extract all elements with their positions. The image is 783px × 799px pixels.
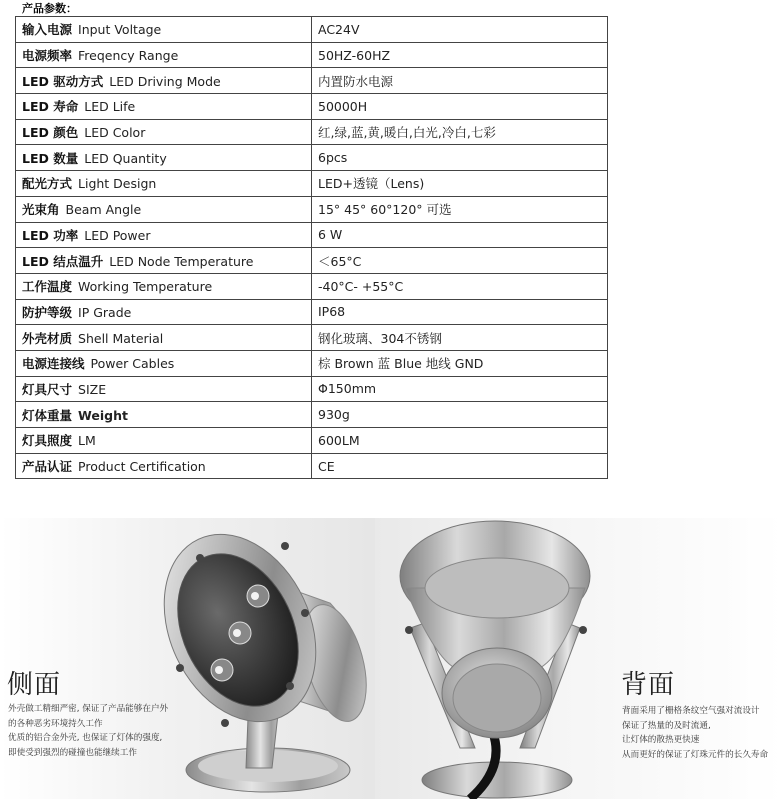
spec-label-zh: 电源频率 bbox=[22, 48, 73, 64]
spec-label-zh: 光束角 bbox=[22, 202, 60, 218]
spec-value: 红,绿,蓝,黄,暖白,白光,冷白,七彩 bbox=[312, 119, 608, 145]
spec-value: ＜65°C bbox=[312, 248, 608, 274]
spec-label-cell bbox=[16, 68, 312, 94]
spec-label-zh: 输入电源 bbox=[22, 22, 73, 38]
spec-label-en: Power Cables bbox=[90, 356, 175, 372]
spec-label-en: Input Voltage bbox=[78, 22, 162, 38]
spec-row bbox=[16, 299, 608, 325]
spec-value: 6 W bbox=[312, 222, 608, 248]
spec-row bbox=[16, 119, 608, 145]
spec-label-en: LED Life bbox=[84, 99, 136, 115]
spec-label-cell bbox=[16, 119, 312, 145]
spec-label-cell bbox=[16, 376, 312, 402]
spec-row bbox=[16, 171, 608, 197]
back-view-description bbox=[622, 704, 783, 762]
spec-value: CE bbox=[312, 453, 608, 479]
spec-label-en: LED Power bbox=[84, 227, 151, 243]
spec-label-zh: 灯体重量 bbox=[22, 407, 73, 423]
spec-value: 钢化玻璃、304不锈钢 bbox=[312, 325, 608, 351]
spec-label-zh: 防护等级 bbox=[22, 304, 73, 320]
side-desc-line: 外壳做工精细严密, 保证了产品能够在户外 bbox=[8, 704, 169, 714]
spec-row bbox=[16, 145, 608, 171]
spec-value: 600LM bbox=[312, 428, 608, 454]
spec-value: 930g bbox=[312, 402, 608, 428]
side-desc-line: 的各种恶劣环境持久工作 bbox=[8, 718, 103, 729]
spec-row bbox=[16, 248, 608, 274]
spec-value: 6pcs bbox=[312, 145, 608, 171]
spec-value: AC24V bbox=[312, 17, 608, 43]
spec-label-cell bbox=[16, 94, 312, 120]
spec-row bbox=[16, 17, 608, 43]
spec-label-zh: LED 驱动方式 bbox=[22, 73, 104, 89]
spec-label-cell bbox=[16, 222, 312, 248]
spec-label-zh: LED 结点温升 bbox=[22, 253, 104, 269]
spec-value: 棕 Brown 蓝 Blue 地线 GND bbox=[312, 350, 608, 376]
spec-value: 15° 45° 60°120° 可选 bbox=[312, 196, 608, 222]
spec-label-zh: 产品认证 bbox=[22, 459, 73, 475]
spec-label-zh: 工作温度 bbox=[22, 279, 73, 295]
side-desc-line: 优质的铝合金外壳, 也保证了灯体的强度, bbox=[8, 733, 163, 743]
spec-value: 50HZ-60HZ bbox=[312, 42, 608, 68]
back-view-photo bbox=[375, 518, 783, 799]
section-heading: 产品参数： bbox=[22, 2, 77, 15]
spec-label-zh: LED 数量 bbox=[22, 150, 79, 166]
spec-label-cell bbox=[16, 248, 312, 274]
spec-row bbox=[16, 453, 608, 479]
spec-label-en: Light Design bbox=[78, 176, 157, 192]
spec-row bbox=[16, 222, 608, 248]
spec-label-zh: 灯具照度 bbox=[22, 433, 73, 449]
spec-label-cell bbox=[16, 273, 312, 299]
spec-row bbox=[16, 196, 608, 222]
spec-value: IP68 bbox=[312, 299, 608, 325]
spec-label-zh: 灯具尺寸 bbox=[22, 381, 73, 397]
spec-row bbox=[16, 402, 608, 428]
spec-value: LED+透镜（Lens) bbox=[312, 171, 608, 197]
spec-label-cell bbox=[16, 17, 312, 43]
spec-row bbox=[16, 325, 608, 351]
spec-label-en: Working Temperature bbox=[78, 279, 213, 295]
spec-label-en: Weight bbox=[78, 407, 128, 423]
spec-label-cell bbox=[16, 325, 312, 351]
spec-label-en: LM bbox=[78, 433, 96, 449]
spec-label-cell bbox=[16, 171, 312, 197]
spec-value: Φ150mm bbox=[312, 376, 608, 402]
spec-label-en: LED Quantity bbox=[84, 150, 167, 166]
spec-row bbox=[16, 68, 608, 94]
spec-label-zh: LED 寿命 bbox=[22, 99, 79, 115]
spec-table bbox=[15, 16, 608, 479]
spec-label-cell bbox=[16, 402, 312, 428]
spec-label-cell bbox=[16, 299, 312, 325]
back-desc-line: 保证了热量的及时流通, bbox=[622, 720, 711, 731]
spec-label-en: IP Grade bbox=[78, 304, 132, 320]
spec-label-en: LED Driving Mode bbox=[109, 73, 221, 89]
spec-label-cell bbox=[16, 42, 312, 68]
spec-label-zh: 外壳材质 bbox=[22, 330, 73, 346]
spec-label-en: Product Certification bbox=[78, 459, 206, 475]
spec-value: 内置防水电源 bbox=[312, 68, 608, 94]
spec-row bbox=[16, 273, 608, 299]
spec-label-zh: LED 颜色 bbox=[22, 125, 79, 141]
spec-label-en: Beam Angle bbox=[65, 202, 142, 218]
spec-label-cell bbox=[16, 145, 312, 171]
spec-row bbox=[16, 42, 608, 68]
spec-row bbox=[16, 428, 608, 454]
spec-label-cell bbox=[16, 428, 312, 454]
spec-label-en: LED Node Temperature bbox=[109, 253, 254, 269]
spec-row bbox=[16, 350, 608, 376]
spec-label-zh: 电源连接线 bbox=[22, 356, 85, 372]
spec-label-en: LED Color bbox=[84, 125, 146, 141]
spec-label-zh: 配光方式 bbox=[22, 176, 73, 192]
spec-label-cell bbox=[16, 350, 312, 376]
spec-value: 50000H bbox=[312, 94, 608, 120]
back-desc-line: 让灯体的散热更快速 bbox=[622, 735, 700, 745]
back-view-title: 背面 bbox=[621, 670, 676, 700]
spec-label-en: Shell Material bbox=[78, 330, 164, 346]
spec-label-zh: LED 功率 bbox=[22, 227, 79, 243]
spec-label-cell bbox=[16, 196, 312, 222]
back-desc-line: 从而更好的保证了灯珠元件的长久寿命 bbox=[622, 749, 769, 760]
spec-label-en: SIZE bbox=[78, 381, 107, 397]
side-view-photo bbox=[0, 518, 375, 799]
side-view-description bbox=[8, 702, 188, 760]
back-desc-line: 背面采用了栅格条纹空气强对流设计 bbox=[622, 706, 760, 716]
spec-value: -40°C- +55°C bbox=[312, 273, 608, 299]
spec-label-en: Freqency Range bbox=[78, 48, 179, 64]
side-view-title: 侧面 bbox=[7, 670, 62, 700]
spec-row bbox=[16, 94, 608, 120]
side-desc-line: 即使受到强烈的碰撞也能继续工作 bbox=[8, 747, 137, 758]
spec-label-cell bbox=[16, 453, 312, 479]
spec-row bbox=[16, 376, 608, 402]
